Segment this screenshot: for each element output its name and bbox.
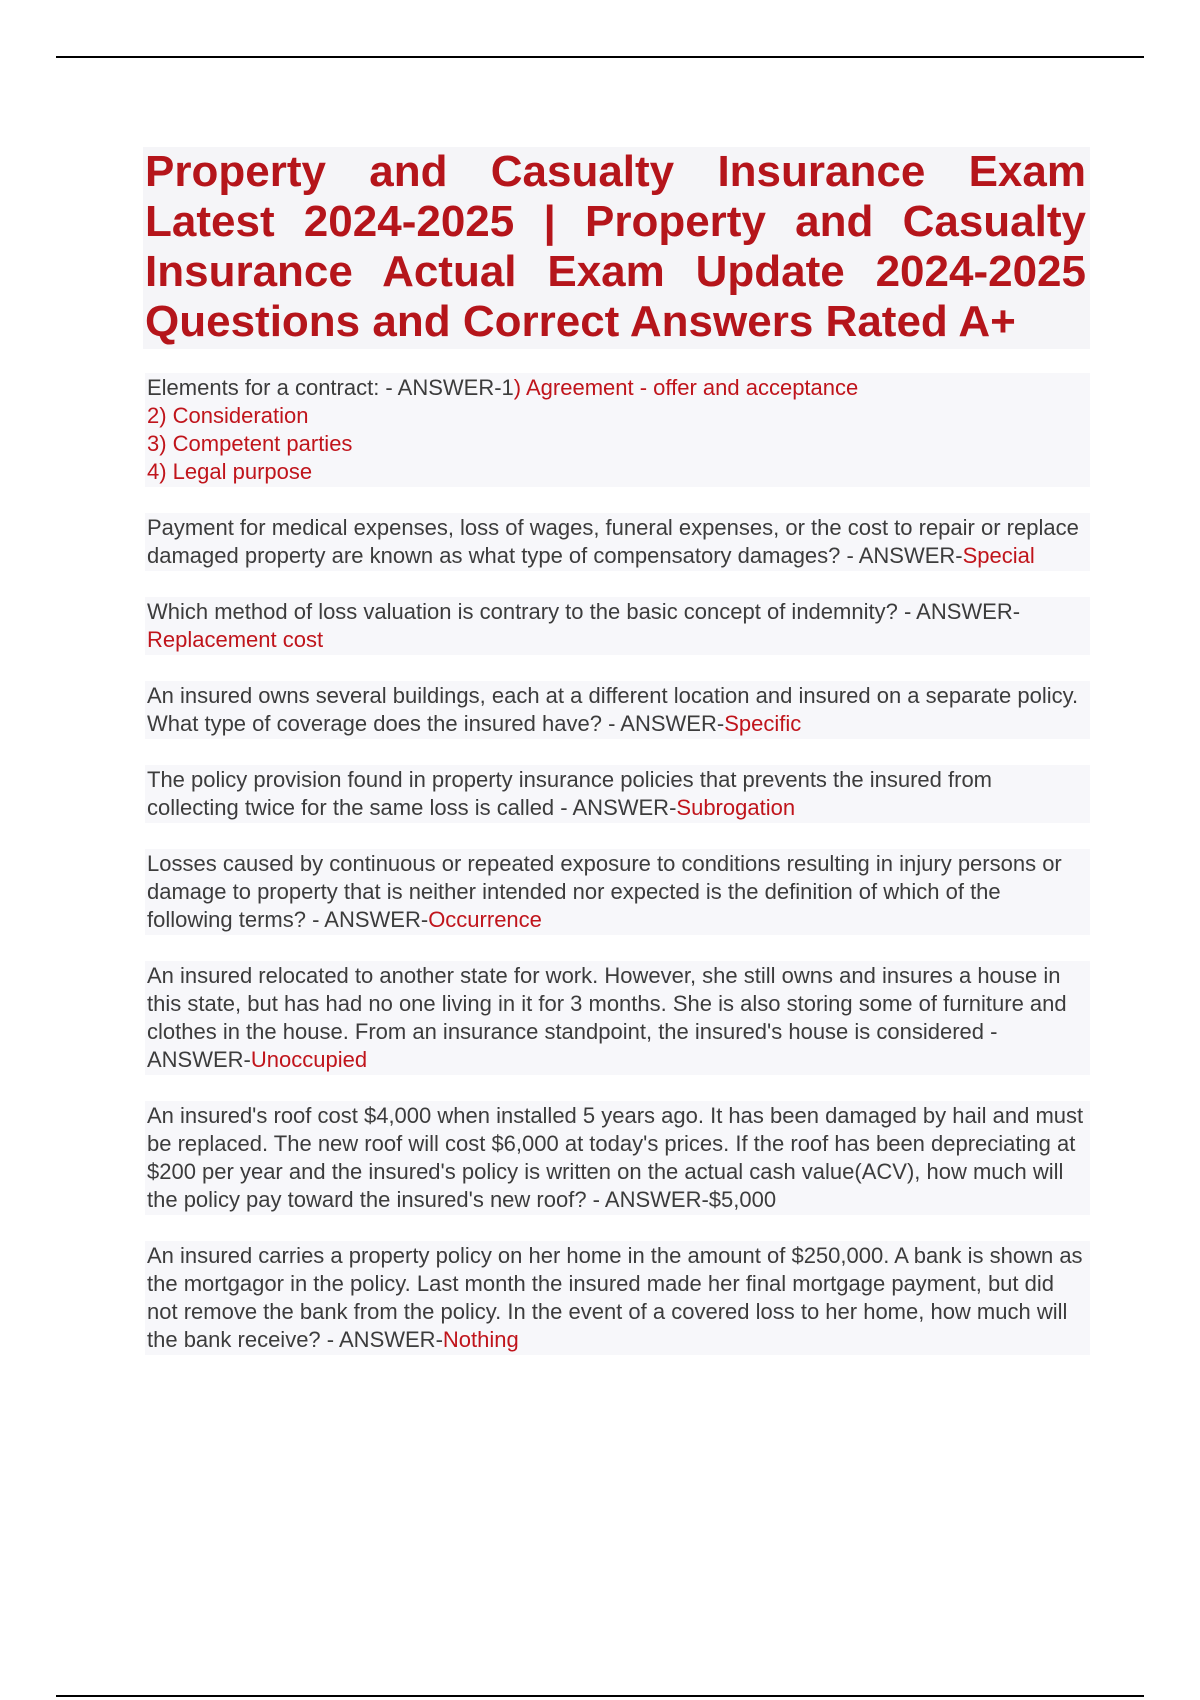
qa-item-contract-elements: [145, 373, 1090, 487]
question-text: An insured carries a property policy on her home in the amount of $250,000. A bank is shown as the mortgagor in the policy. Last month the insured made her final mortgage payment, but did not remove the bank from the policy. In the event of a covered loss to her home, how much will the bank receive? - ANSWER-: [147, 1243, 1083, 1352]
question-text: Which method of loss valuation is contrary to the basic concept of indemnity? - ANSWER-: [147, 599, 1021, 624]
answer-text: Occurrence: [428, 907, 542, 932]
question-text: The policy provision found in property insurance policies that prevents the insured from collecting twice for the same loss is called - ANSWER-: [147, 767, 993, 820]
question-text: Elements for a contract: - ANSWER-1: [147, 375, 514, 400]
qa-item: [145, 1241, 1090, 1355]
qa-item: [145, 1101, 1090, 1215]
qa-item: [145, 681, 1090, 739]
qa-item: [145, 513, 1090, 571]
answer-text: 2) Consideration: [147, 403, 309, 428]
answer-text: Unoccupied: [250, 1047, 368, 1072]
question-text: An insured's roof cost $4,000 when installed 5 years ago. It has been damaged by hail and must be replaced. The new roof will cost $6,000 at today's prices. If the roof has been depreciating at $200 per year and the insured's policy is written on the actual cash value(ACV), how much will the policy pay toward the insured's new roof? - ANSWER-$5,000: [147, 1103, 1084, 1212]
question-text: Payment for medical expenses, loss of wages, funeral expenses, or the cost to repair or replace damaged property are known as what type of compensatory damages? - ANSWER-: [147, 515, 1079, 568]
answer-text: Replacement cost: [147, 627, 324, 652]
question-text: An insured owns several buildings, each at a different location and insured on a separate policy. What type of coverage does the insured have? - ANSWER-: [147, 683, 1079, 736]
header-rule: [56, 56, 1144, 58]
qa-item: [145, 765, 1090, 823]
answer-text: Special: [962, 543, 1035, 568]
qa-item: [145, 597, 1090, 655]
qa-item: [145, 849, 1090, 935]
qa-item: [145, 961, 1090, 1075]
answer-text: ) Agreement - offer and acceptance: [513, 375, 859, 400]
question-text: An insured relocated to another state for work. However, she still owns and insures a house in this state, but has had no one living in it for 3 months. She is also storing some of furniture and clothes in the house. From an insurance standpoint, the insured's house is considered - ANSWER-: [147, 963, 1067, 1072]
document-title: Property and Casualty Insurance Exam Latest 2024-2025 | Property and Casualty Insurance Actual Exam Update 2024-2025 Questions and Correct Answers Rated A+: [143, 147, 1090, 349]
answer-text: Specific: [724, 711, 802, 736]
footer-rule: [56, 1695, 1144, 1697]
answer-text: Nothing: [442, 1327, 519, 1352]
document-body: [145, 147, 1090, 1381]
answer-text: Subrogation: [676, 795, 796, 820]
answer-text: 3) Competent parties: [147, 431, 353, 456]
question-text: Losses caused by continuous or repeated exposure to conditions resulting in injury persons or damage to property that is neither intended nor expected is the definition of which of the following terms? - ANSWER-: [147, 851, 1062, 932]
answer-text: 4) Legal purpose: [147, 459, 313, 484]
